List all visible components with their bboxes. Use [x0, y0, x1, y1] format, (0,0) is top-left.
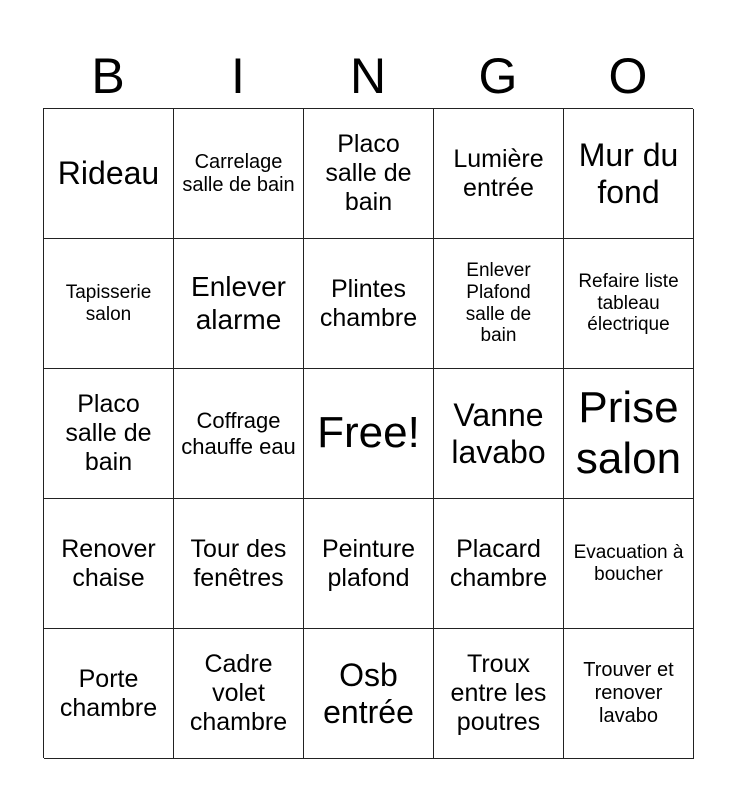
cell-text: Enlever alarme — [191, 271, 286, 335]
cell-text: Lumière entrée — [453, 144, 544, 202]
bingo-cell[interactable] — [564, 239, 694, 369]
bingo-cell[interactable] — [434, 629, 564, 759]
header-letter-g: G — [478, 48, 518, 104]
cell-text: Coffrage chauffe eau — [181, 408, 296, 459]
bingo-cell[interactable] — [44, 109, 174, 239]
bingo-cell[interactable] — [44, 499, 174, 629]
bingo-grid — [43, 108, 693, 758]
header-letter-b: B — [91, 48, 125, 104]
bingo-cell[interactable] — [174, 499, 304, 629]
cell-text: Plintes chambre — [319, 274, 418, 332]
bingo-cell[interactable] — [174, 629, 304, 759]
cell-text: Porte chambre — [59, 664, 158, 722]
bingo-header — [43, 44, 693, 108]
cell-text: Refaire liste tableau électrique — [578, 270, 679, 336]
bingo-cell[interactable] — [564, 499, 694, 629]
bingo-cell[interactable] — [174, 109, 304, 239]
bingo-cell[interactable] — [434, 499, 564, 629]
bingo-cell[interactable] — [44, 239, 174, 369]
bingo-cell[interactable] — [304, 109, 434, 239]
header-letter-i: I — [231, 48, 245, 104]
cell-text: Evacuation à boucher — [573, 541, 684, 585]
free-space-text: Free! — [317, 408, 420, 458]
bingo-cell[interactable] — [304, 499, 434, 629]
cell-text: Vanne lavabo — [451, 396, 546, 470]
cell-text: Renover chaise — [61, 534, 156, 592]
bingo-cell[interactable] — [304, 239, 434, 369]
cell-text: Enlever Plafond salle de bain — [465, 259, 532, 347]
bingo-cell[interactable] — [174, 239, 304, 369]
bingo-cell[interactable] — [434, 369, 564, 499]
bingo-cell[interactable] — [44, 629, 174, 759]
cell-text: Placo salle de bain — [65, 390, 152, 476]
cell-text: Tapisserie salon — [65, 281, 152, 325]
bingo-cell[interactable] — [564, 629, 694, 759]
cell-text: Carrelage salle de bain — [182, 150, 295, 196]
cell-text: Tour des fenêtres — [190, 534, 287, 592]
free-space-cell[interactable] — [304, 369, 434, 499]
header-letter-o: O — [608, 48, 648, 104]
header-letter-n: N — [349, 48, 387, 104]
bingo-cell[interactable] — [44, 369, 174, 499]
bingo-cell[interactable] — [564, 369, 694, 499]
cell-text: Cadre volet chambre — [189, 650, 288, 736]
cell-text: Osb entrée — [323, 656, 414, 730]
bingo-cell[interactable] — [174, 369, 304, 499]
cell-text: Trouver et renover lavabo — [583, 659, 674, 727]
cell-text: Placard chambre — [449, 534, 548, 592]
bingo-cell[interactable] — [564, 109, 694, 239]
cell-text: Placo salle de bain — [325, 130, 412, 216]
bingo-cell[interactable] — [434, 109, 564, 239]
bingo-cell[interactable] — [304, 629, 434, 759]
cell-text: Rideau — [57, 155, 160, 192]
cell-text: Troux entre les poutres — [450, 650, 547, 736]
cell-text: Mur du fond — [578, 136, 679, 210]
cell-text: Peinture plafond — [321, 534, 416, 592]
bingo-cell[interactable] — [434, 239, 564, 369]
cell-text: Prise salon — [575, 382, 682, 483]
